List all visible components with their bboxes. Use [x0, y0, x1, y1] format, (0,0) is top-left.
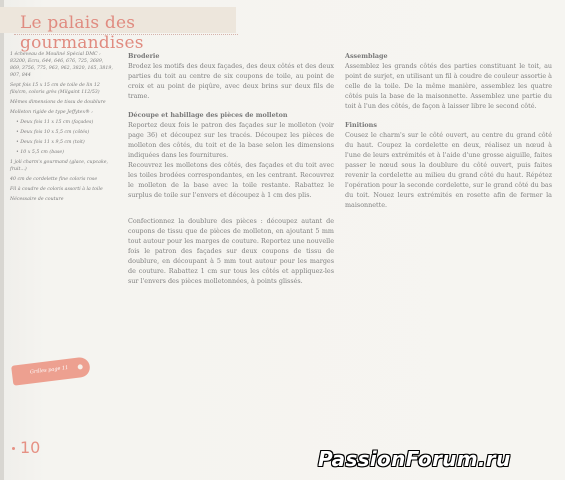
scan-edge: [0, 0, 4, 480]
materials-line: 1 écheveau de Mouliné Spécial DMC : 83200, Ecru, 644, 646, 676, 725, 3689, 869, 3756, 775, 963, 962, 3820, 165, 3819, 907, 844: [10, 52, 113, 78]
paragraph: Brodez les motifs des deux façades, des deux côtés et des deux parties du toit au centre de six coupons de toile, au point de croix et au point de piqûre, avec deux brins sur deux fils de trame.: [128, 62, 334, 100]
paragraph: Assemblez les grands côtés des parties constituant le toit, au point de surjet, en utilisant un fil à coudre de couleur assortie à celle de la toile. De la même manière, assemblez les quatre côtés puis la base de la maisonnette. Assemblez une partie du toit à l'un des côtés, de façon à laisser libre le second côté.: [345, 62, 552, 110]
materials-line: Fil à coudre de coloris assorti à la toile: [10, 187, 103, 192]
section-heading-broderie: Broderie: [128, 52, 160, 60]
grid-page-tag: [11, 356, 91, 385]
page-title: Le palais des gourmandises: [20, 13, 144, 53]
instructions-column-1: [128, 51, 334, 295]
list-item: • Deux fois 10 x 5,5 cm (côtés): [16, 129, 114, 136]
materials-line: 1 joli charm's gourmand (glace, cupcake, fruit...): [10, 160, 109, 172]
materials-line: Mêmes dimensions de tissu de doublure: [10, 100, 106, 105]
tag-hole-icon: [77, 364, 83, 370]
list-item: • Deux fois 11 x 15 cm (façades): [16, 119, 114, 126]
list-item: • Deux fois 11 x 9,5 cm (toit): [16, 139, 114, 146]
paragraph: Cousez le charm's sur le côté ouvert, au centre du grand côté du haut. Coupez la cordelette en deux, réalisez un nœud à l'une de leurs extrémités et à l'aide d'une grosse aiguille, faites passer le nœud sous la doublure du côté ouvert, puis faites revenir la cordelette au milieu du grand côté du haut. Répétez l'opération pour la seconde cordelette, sur le grand côté du bas du toit. Nouez leurs extrémités en rosette afin de fermer la maisonnette.: [345, 131, 552, 209]
section-heading-finitions: Finitions: [345, 121, 377, 129]
section-heading-assemblage: Assemblage: [345, 52, 388, 60]
paragraph: Reportez deux fois le patron des façades sur le molleton (voir page 36) et découpez sur les tracés. Découpez les pièces de molleton des côtés, du toit et de la base selon les dimensions indiquées dans les fournitures.: [128, 121, 334, 159]
page-number: 10: [20, 438, 41, 457]
materials-line: Molleton rigide de type Jeffytex® :: [10, 110, 93, 115]
list-item: • 10 x 5,5 cm (base): [16, 149, 114, 156]
materials-list: [10, 51, 114, 206]
tag-label: Grilles page 11: [29, 364, 69, 376]
paragraph: Recouvrez les molletons des côtés, des façades et du toit avec les toiles brodées correspondantes, en les centrant. Recouvrez le molleton de la base avec la toile restante. Rabattez le surplus de toile sur l'envers et découpez à 1 cm des plis.: [128, 161, 334, 199]
page-number-dot-icon: [12, 447, 15, 450]
title-rule: [14, 34, 238, 35]
paragraph: Confectionnez la doublure des pièces : découpez autant de coupons de tissu que de pièces de molleton, en ajoutant 5 mm tout autour pour les marges de couture. Reportez une nouvelle fois le patron des façades sur deux coupons de tissu de doublure, en découpant à 5 mm tout autour pour les marges de couture. Rabattez 1 cm sur tous les côtés et appliquez-les sur l'envers des pièces molletonnées, à points glissés.: [128, 217, 334, 285]
materials-line: Sept fois 15 x 15 cm de toile de lin 12 fils/cm, coloris grès (Milgaint 112/53): [10, 83, 100, 95]
section-heading-decoupe: Découpe et habillage des pièces de molleton: [128, 111, 288, 119]
instructions-column-2: [345, 51, 552, 219]
title-band: [0, 7, 236, 53]
materials-line: 40 cm de cordelette fine coloris rose: [10, 177, 98, 182]
materials-line: Nécessaire de couture: [10, 197, 64, 202]
molleton-sizes: [10, 119, 114, 156]
watermark: PassionForum.ru: [318, 447, 511, 471]
